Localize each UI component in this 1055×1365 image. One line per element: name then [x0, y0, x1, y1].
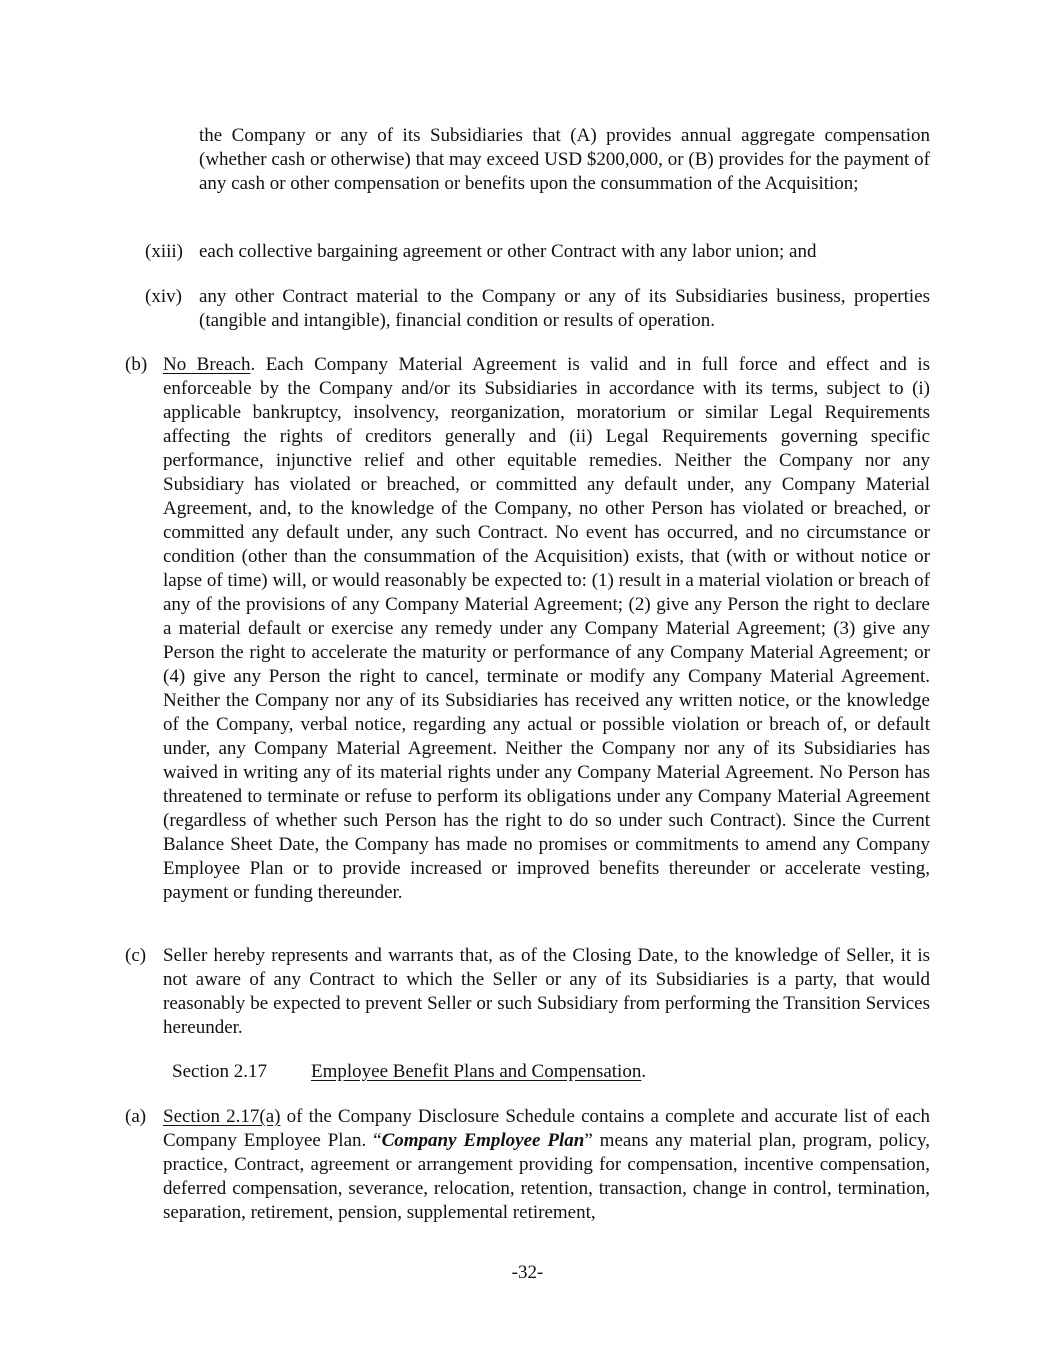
- continuation-paragraph: the Company or any of its Subsidiaries that (A) provides annual aggregate compensation (whether cash or otherwise) that may exceed USD $200,000, or (B) provides for the payment of any cash or other compensation or benefits upon the consummation of the Acquisition;: [199, 125, 930, 194]
- paragraph-c: [125, 944, 930, 1040]
- defined-term: Company Employee Plan: [381, 1130, 585, 1151]
- list-item-xiv: [145, 285, 930, 333]
- no-breach-heading: No Breach: [163, 354, 251, 375]
- list-item-xiii: [145, 240, 930, 264]
- section-number: Section 2.17: [172, 1061, 267, 1082]
- paragraph-text: Each Company Material Agreement is valid and in full force and effect and is enforceable by the Company and/or its Subsidiaries in accordance with its terms, subject to (i) applicable bankruptcy, insolvency, reorganization, moratorium or similar Legal Requirements affecting the rights of creditors generally and (ii) Legal Requirements governing specific performance, injunctive relief and other equitable remedies. Neither the Company nor any Subsidiary has violated or breached, or committed any default under, any Company Material Agreement, and, to the knowledge of the Company, no other Person has violated or breached, or committed any default under, any such Contract. No event has occurred, and no circumstance or condition (other than the consummation of the Acquisition) exists, that (with or without notice or lapse of time) will, or would reasonably be expected to: (1) result in a material violation or breach of any of the provisions of any Company Material Agreement; (2) give any Person the right to declare a material default or exercise any remedy under any Company Material Agreement; (3) give any Person the right to accelerate the maturity or performance of any Company Material Agreement; or (4) give any Person the right to cancel, terminate or modify any Company Material Agreement. Neither the Company nor any of its Subsidiaries has received any written notice, or the knowledge of the Company, verbal notice, regarding any actual or possible violation or breach of, or default under, any Company Material Agreement. Neither the Company nor any of its Subsidiaries has waived in writing any of its material rights under any Company Material Agreement. No Person has threatened to terminate or refuse to perform its obligations under any Company Material Agreement (regardless of whether such Person has the right to do so under such Contract). Since the Current Balance Sheet Date, the Company has made no promises or commitments to amend any Company Employee Plan or to provide increased or improved benefits thereunder or accelerate vesting, payment or funding thereunder.: [163, 354, 930, 903]
- list-item-number: (xiii): [145, 241, 183, 262]
- list-item-text: each collective bargaining agreement or other Contract with any labor union; and: [199, 241, 817, 262]
- paragraph-label: (b): [125, 354, 148, 375]
- paragraph-label: (a): [125, 1106, 147, 1127]
- paragraph-body: [163, 1105, 930, 1225]
- paragraph-a: [125, 1105, 930, 1225]
- page-number: -32-: [511, 1262, 544, 1283]
- list-item-text: any other Contract material to the Company or any of its Subsidiaries business, properties (tangible and intangible), financial condition or results of operation.: [199, 286, 930, 331]
- paragraph-body: [163, 353, 930, 905]
- paragraph-b: [125, 353, 930, 905]
- paragraph-text: Seller hereby represents and warrants that, as of the Closing Date, to the knowledge of Seller, it is not aware of any Contract to which the Seller or any of its Subsidiaries is a party, that would reasonably be expected to prevent Seller or such Subsidiary from performing the Transition Services hereunder.: [163, 945, 930, 1038]
- heading-punctuation: .: [250, 354, 256, 375]
- paragraph-text-continued: ” means any material plan, program, policy, practice, Contract, agreement or arrangement providing for compensation, incentive compensation, deferred compensation, severance, relocation, retention, transaction, change in control, termination, separation, retirement, pension, supplemental retirement,: [163, 1130, 930, 1223]
- section-title-punctuation: .: [641, 1061, 647, 1082]
- section-heading: [172, 1060, 872, 1084]
- section-reference: Section 2.17(a): [163, 1106, 281, 1127]
- paragraph-label: (c): [125, 945, 147, 966]
- paragraph-text: of the Company Disclosure Schedule contains a complete and accurate list of each Company Employee Plan. “: [163, 1106, 931, 1151]
- list-item-number: (xiv): [145, 286, 182, 307]
- section-title: Employee Benefit Plans and Compensation: [311, 1061, 642, 1082]
